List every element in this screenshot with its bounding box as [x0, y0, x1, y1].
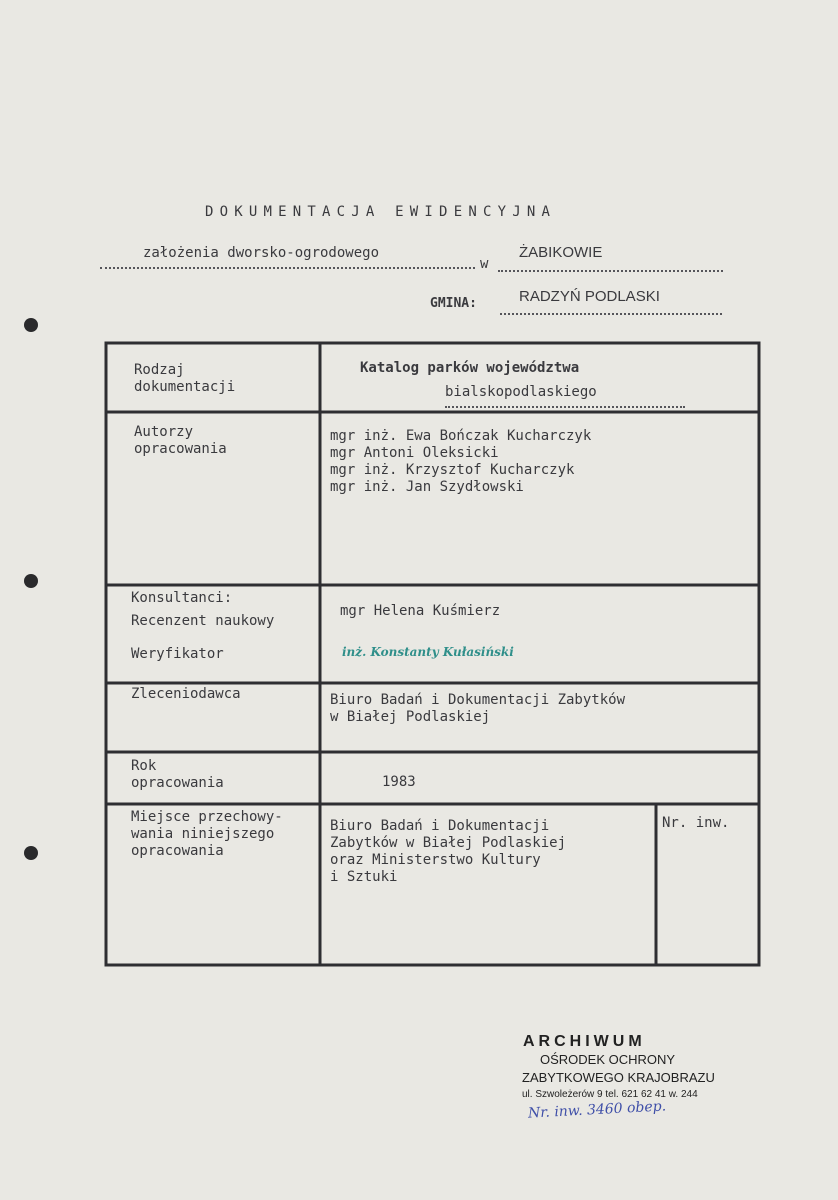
rok-label-line1: Rok: [131, 758, 157, 774]
autorzy-label: [134, 424, 227, 458]
author-name: mgr Antoni Oleksicki: [330, 445, 499, 461]
miejsce-label-line1: Miejsce przechowy-: [131, 809, 283, 825]
autorzy-label-line2: opracowania: [134, 441, 227, 457]
rodzaj-value-line1: Katalog parków województwa: [360, 360, 580, 376]
konsultanci-label: Konsultanci:: [131, 590, 233, 606]
rodzaj-dotted-line: [445, 406, 685, 408]
handwritten-inventory-note: Nr. inw. 3460 obep.: [527, 1098, 667, 1122]
miejsce-value-line: oraz Ministerstwo Kultury: [330, 852, 541, 868]
author-name: mgr inż. Ewa Bończak Kucharczyk: [330, 428, 592, 444]
rodzaj-label-line1: Rodzaj: [134, 362, 185, 378]
stamp-line2: OŚRODEK OCHRONY: [540, 1052, 676, 1067]
autorzy-names: [330, 428, 591, 496]
document-title: DOKUMENTACJA EWIDENCYJNA: [205, 204, 557, 220]
zleceniodawca-value: [330, 692, 625, 726]
miejsce-value: [330, 818, 566, 886]
miejsce-value-line: Zabytków w Białej Podlaskiej: [330, 835, 567, 851]
rok-value: 1983: [382, 774, 416, 790]
rodzaj-label: [134, 362, 235, 396]
miejsce-label: [131, 809, 283, 860]
rodzaj-label-line2: dokumentacji: [134, 379, 236, 395]
gmina-value: RADZYŃ PODLASKI: [519, 288, 660, 305]
author-name: mgr inż. Krzysztof Kucharczyk: [330, 462, 575, 478]
nr-inw-label: Nr. inw.: [662, 815, 730, 831]
miejsce-value-line: Biuro Badań i Dokumentacji: [330, 818, 550, 834]
recenzent-value: mgr Helena Kuśmierz: [340, 603, 501, 619]
weryfikator-stamp: inż. Konstanty Kułasiński: [342, 645, 514, 659]
stamp-archiwum: ARCHIWUM: [523, 1033, 646, 1050]
gmina-label: GMINA:: [430, 296, 477, 311]
preposition: w: [480, 256, 489, 272]
miejsce-label-line2: wania niniejszego: [131, 826, 275, 842]
miejsce-label-line3: opracowania: [131, 843, 224, 859]
autorzy-label-line1: Autorzy: [134, 424, 194, 440]
zleceniodawca-value-line1: Biuro Badań i Dokumentacji Zabytków: [330, 692, 626, 708]
place-name: ŻABIKOWIE: [519, 244, 603, 261]
zleceniodawca-value-line2: w Białej Podlaskiej: [330, 709, 491, 725]
weryfikator-label: Weryfikator: [131, 646, 224, 662]
author-name: mgr inż. Jan Szydłowski: [330, 479, 524, 495]
recenzent-label: Recenzent naukowy: [131, 613, 275, 629]
miejsce-value-line: i Sztuki: [330, 869, 398, 885]
rodzaj-value-line2: bialskopodlaskiego: [445, 384, 597, 400]
subject-label: założenia dworsko-ogrodowego: [143, 245, 380, 261]
rok-label: [131, 758, 224, 792]
zleceniodawca-label: Zleceniodawca: [131, 686, 241, 702]
stamp-line4: ul. Szwoleżerów 9 tel. 621 62 41 w. 244: [522, 1089, 698, 1100]
rok-label-line2: opracowania: [131, 775, 224, 791]
stamp-line3: ZABYTKOWEGO KRAJOBRAZU: [522, 1070, 715, 1085]
